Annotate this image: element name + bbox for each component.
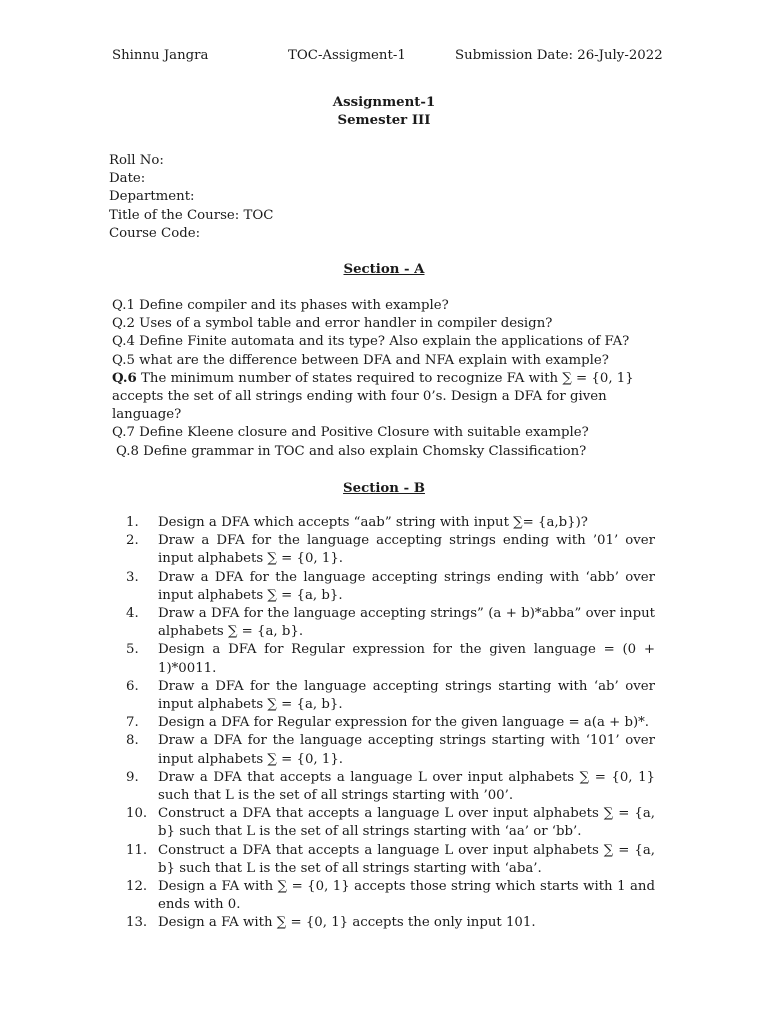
item-number: 8. (126, 733, 139, 749)
assignment-title: Assignment-1 (332, 95, 436, 110)
section-a-questions (112, 297, 657, 461)
question-q6-label: Q.6 (112, 370, 137, 386)
list-item (126, 532, 655, 568)
item-text: Design a FA with ∑ = {0, 1} accepts the only input 101. (158, 915, 536, 931)
item-number: 9. (126, 769, 139, 785)
item-number: 1. (126, 515, 139, 530)
list-item (126, 805, 655, 841)
item-number: 10. (126, 806, 148, 822)
list-item (126, 514, 655, 532)
list-item (126, 605, 655, 641)
student-name: Shinnu Jangra (112, 48, 209, 63)
item-number: 11. (126, 842, 148, 858)
item-number: 6. (126, 678, 139, 694)
item-text: Draw a DFA for the language accepting strings ending with ’01’ over input alphabets ∑ = {0, 1}. (158, 533, 655, 567)
question-q4: Q.4 Define Finite automata and its type? Also explain the applications of FA? (112, 334, 630, 350)
info-block (109, 152, 273, 243)
department-label: Department: (109, 189, 195, 205)
item-number: 13. (126, 915, 148, 931)
item-text: Draw a DFA for the language accepting strings” (a + b)*abba” over input alphabets ∑ = {a, b}. (158, 606, 655, 640)
list-item (126, 878, 655, 914)
date-label: Date: (109, 171, 146, 187)
list-item (126, 714, 655, 732)
list-item (126, 769, 655, 805)
item-text: Draw a DFA for the language accepting strings ending with ‘abb’ over input alphabets ∑ = {a, b}. (158, 569, 655, 603)
item-number: 3. (126, 569, 139, 585)
semester-title: Semester III (337, 113, 431, 129)
course-title-label: Title of the Course: TOC (109, 207, 274, 223)
item-number: 4. (126, 606, 139, 622)
item-text: Design a DFA for Regular expression for the given language = a(a + b)*. (158, 715, 650, 731)
item-text: Draw a DFA for the language accepting strings starting with ‘101’ over input alphabets ∑ = {0, 1}. (158, 733, 655, 767)
question-q8: Q.8 Define grammar in TOC and also explain Chomsky Classification? (116, 443, 587, 459)
item-text: Construct a DFA that accepts a language L over input alphabets ∑ = {a, b} such that L is the set of all strings starting with ‘aa’ or ‘bb’. (158, 806, 655, 840)
list-item (126, 569, 655, 605)
question-q2: Q.2 Uses of a symbol table and error handler in compiler design? (112, 316, 553, 332)
item-text: Design a FA with ∑ = {0, 1} accepts those string which starts with 1 and ends with 0. (158, 879, 655, 913)
question-q7: Q.7 Define Kleene closure and Positive Closure with suitable example? (112, 425, 589, 441)
roll-no-label: Roll No: (109, 153, 164, 168)
item-text: Draw a DFA for the language accepting strings starting with ‘ab’ over input alphabets ∑ = {a, b}. (158, 678, 655, 713)
item-number: 5. (126, 642, 139, 658)
document-titles (0, 94, 768, 130)
section-a-heading (0, 261, 768, 279)
item-text: Construct a DFA that accepts a language L over input alphabets ∑ = {a, b} such that L is the set of all strings starting with ‘aba’. (158, 842, 655, 876)
list-item (126, 678, 655, 714)
submission-date: Submission Date: 26-July-2022 (455, 48, 663, 63)
question-q1: Q.1 Define compiler and its phases with example? (112, 298, 449, 313)
assignment-code: TOC-Assigment-1 (288, 48, 406, 63)
section-b-heading (0, 480, 768, 498)
list-item (126, 641, 655, 677)
list-item (126, 914, 655, 932)
section-a-heading-text: Section - A (343, 262, 425, 277)
section-b-heading-text: Section - B (343, 481, 425, 496)
question-q6 (112, 370, 657, 425)
course-code-label: Course Code: (109, 225, 201, 241)
item-text: Design a DFA which accepts “aab” string with input ∑= {a,b})? (158, 515, 588, 530)
item-text: Design a DFA for Regular expression for the given language = (0 + 1)*0011. (158, 642, 655, 676)
item-number: 2. (126, 533, 139, 549)
question-q5: Q.5 what are the difference between DFA and NFA explain with example? (112, 352, 609, 368)
list-item (126, 842, 655, 878)
item-number: 12. (126, 879, 148, 895)
section-b-questions (126, 514, 655, 933)
item-text: Draw a DFA that accepts a language L over input alphabets ∑ = {0, 1} such that L is the set of all strings starting with ’00’. (158, 769, 655, 804)
question-q6-text: The minimum number of states required to recognize FA with ∑ = {0, 1} accepts the set of all strings ending with four 0’s. Design a DFA for given language? (112, 370, 634, 423)
item-number: 7. (126, 715, 139, 731)
list-item (126, 732, 655, 768)
